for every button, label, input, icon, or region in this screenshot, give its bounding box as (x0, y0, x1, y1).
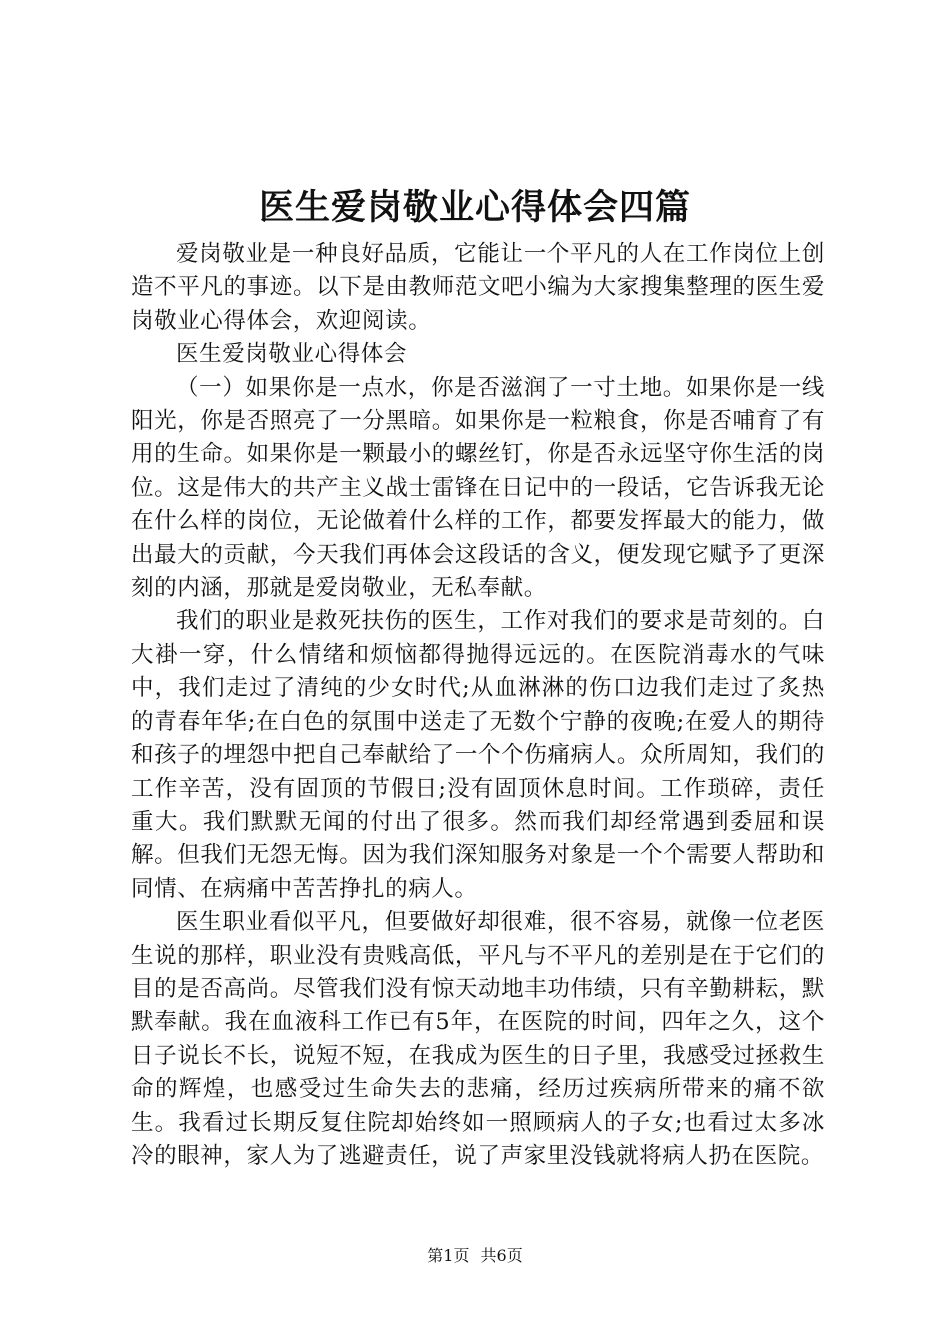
body-paragraph: 我们的职业是救死扶伤的医生，工作对我们的要求是苛刻的。白大褂一穿，什么情绪和烦恼都得抛得远远的。在医院消毒水的气味中，我们走过了清纯的少女时代;从血淋淋的伤口边我们走过了炙热的青春年华;在白色的氛围中送走了无数个宁静的夜晚;在爱人的期待和孩子的埋怨中把自己奉献给了一个个伤痛病人。众所周知，我们的工作辛苦，没有固顶的节假日;没有固顶休息时间。工作琐碎，责任重大。我们默默无闻的付出了很多。然而我们却经常遇到委屈和误解。但我们无怨无悔。因为我们深知服务对象是一个个需要人帮助和同情、在病痛中苦苦挣扎的病人。 (131, 608, 825, 902)
intro-paragraph: 爱岗敬业是一种良好品质，它能让一个平凡的人在工作岗位上创造不平凡的事迹。以下是由教师范文吧小编为大家搜集整理的医生爱岗敬业心得体会，欢迎阅读。 (131, 241, 825, 334)
page-footer (0, 1245, 950, 1267)
section-heading: 医生爱岗敬业心得体会 (176, 341, 408, 368)
document-title: 医生爱岗敬业心得体会四篇 (258, 187, 691, 228)
page-number-total: 共6页 (480, 1246, 523, 1265)
document-body (131, 238, 825, 1173)
body-paragraph: （一）如果你是一点水，你是否滋润了一寸土地。如果你是一线阳光，你是否照亮了一分黑暗。如果你是一粒粮食，你是否哺育了有用的生命。如果你是一颗最小的螺丝钉，你是否永远坚守你生活的岗位。这是伟大的共产主义战士雷锋在日记中的一段话，它告诉我无论在什么样的岗位，无论做着什么样的工作，都要发挥最大的能力，做出最大的贡献，今天我们再体会这段话的含义，便发现它赋予了更深刻的内涵，那就是爱岗敬业，无私奉献。 (131, 374, 825, 602)
page-number-current: 第1页 (427, 1246, 470, 1265)
body-paragraph: 医生职业看似平凡，但要做好却很难，很不容易，就像一位老医生说的那样，职业没有贵贱高低，平凡与不平凡的差别是在于它们的目的是否高尚。尽管我们没有惊天动地丰功伟绩，只有辛勤耕耘，默默奉献。我在血液科工作已有5年，在医院的时间，四年之久，这个日子说长不长，说短不短，在我成为医生的日子里，我感受过拯救生命的辉煌，也感受过生命失去的悲痛，经历过疾病所带来的痛不欲生。我看过长期反复住院却始终如一照顾病人的子女;也看过太多冰冷的眼神，家人为了逃避责任，说了声家里没钱就将病人扔在医院。 (131, 909, 825, 1169)
